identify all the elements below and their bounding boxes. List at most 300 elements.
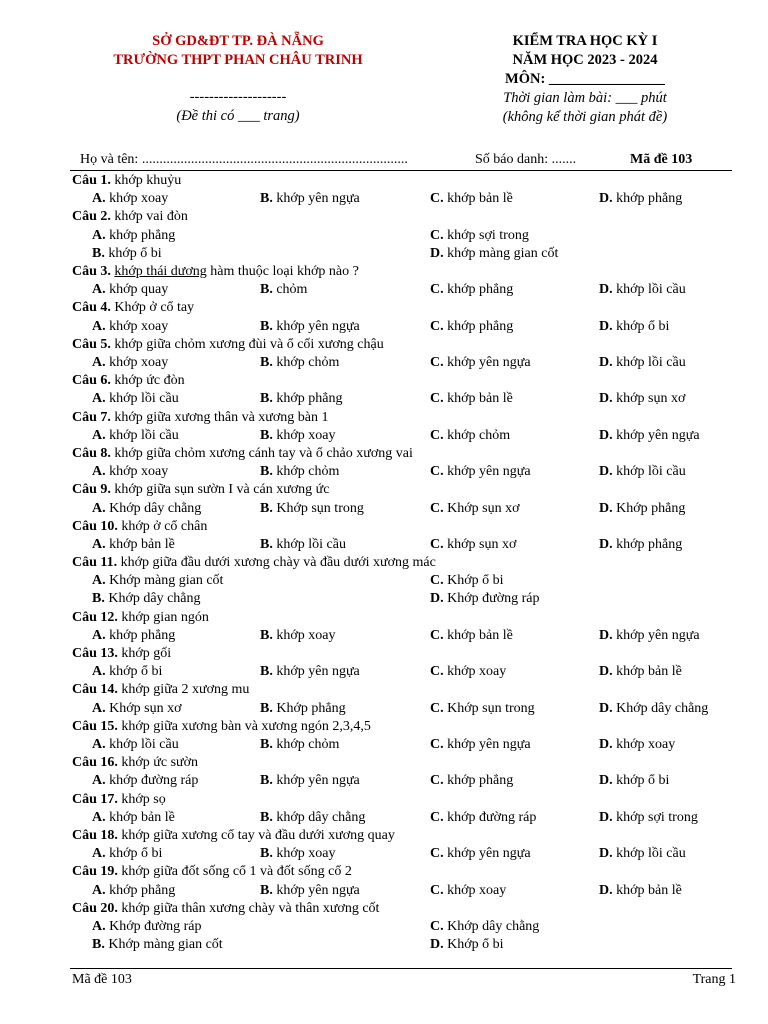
- question-number: Câu 13.: [72, 646, 118, 662]
- answer-option: [430, 190, 513, 208]
- question-number: Câu 6.: [72, 373, 111, 389]
- option-letter: B.: [260, 536, 273, 552]
- option-text: Khớp ổ bi: [447, 937, 504, 953]
- option-text: Khớp dây chằng: [447, 919, 540, 934]
- question-number: Câu 20.: [72, 900, 118, 916]
- question-number: Câu 3.: [72, 263, 111, 279]
- answer-option: [430, 663, 506, 681]
- answer-option: [599, 772, 669, 790]
- option-letter: A.: [92, 809, 106, 825]
- option-letter: A.: [92, 664, 106, 680]
- option-letter: C.: [430, 282, 444, 298]
- options-row: [72, 627, 732, 645]
- question-stem: [72, 518, 732, 536]
- option-letter: D.: [599, 427, 613, 443]
- header-right: [440, 32, 730, 127]
- option-letter: B.: [260, 627, 273, 643]
- question-item: [72, 863, 732, 899]
- option-text: khớp phẳng: [109, 227, 176, 243]
- header-left: [88, 32, 388, 126]
- option-text: khớp ổ bi: [616, 773, 670, 789]
- option-letter: B.: [260, 427, 273, 443]
- option-letter: A.: [92, 500, 106, 516]
- answer-option: [260, 700, 346, 718]
- question-item: [72, 336, 732, 372]
- answer-option: [260, 736, 339, 754]
- question-item: [72, 409, 732, 445]
- question-text: khớp giữa sụn sườn I và cán xương ức: [114, 482, 330, 498]
- option-text: khớp bản lề: [447, 391, 513, 407]
- option-text: Khớp đường ráp: [109, 919, 202, 934]
- question-item: [72, 372, 732, 408]
- option-text: chỏm: [276, 282, 308, 298]
- question-item: [72, 445, 732, 481]
- question-stem: [72, 409, 732, 427]
- answer-option: [599, 281, 686, 299]
- answer-option: [430, 536, 516, 554]
- option-text: khớp yên ngựa: [276, 882, 360, 898]
- answer-option: [260, 845, 335, 863]
- options-row: [72, 918, 732, 936]
- option-letter: B.: [260, 809, 273, 825]
- option-text: Khớp màng gian cốt: [109, 573, 224, 589]
- option-text: Khớp dây chằng: [616, 700, 709, 716]
- option-letter: A.: [92, 391, 106, 407]
- question-number: Câu 18.: [72, 828, 118, 844]
- option-text: khớp xoay: [616, 737, 676, 753]
- footer-divider: [70, 968, 732, 969]
- options-row: [72, 427, 732, 445]
- question-stem: [72, 299, 732, 317]
- answer-option: [260, 772, 360, 790]
- options-row: [72, 809, 732, 827]
- answer-option: [92, 536, 175, 554]
- option-letter: D.: [599, 773, 613, 789]
- answer-option: [430, 245, 558, 263]
- question-number: Câu 12.: [72, 609, 118, 625]
- answer-option: [92, 227, 175, 245]
- answer-option: [430, 845, 531, 863]
- question-stem: [72, 481, 732, 499]
- answer-option: [92, 572, 223, 590]
- answer-option: [92, 663, 162, 681]
- option-letter: B.: [260, 846, 273, 862]
- answer-option: [92, 736, 179, 754]
- option-text: khớp sợi trong: [447, 227, 529, 243]
- option-letter: B.: [260, 773, 273, 789]
- answer-option: [92, 590, 201, 608]
- option-text: khớp lồi cầu: [109, 391, 179, 407]
- question-number: Câu 7.: [72, 409, 111, 425]
- option-text: khớp xoay: [447, 664, 507, 680]
- option-text: khớp yên ngựa: [447, 354, 531, 370]
- option-text: khớp yên ngựa: [447, 737, 531, 753]
- option-letter: A.: [92, 700, 106, 716]
- option-letter: C.: [430, 227, 444, 243]
- answer-option: [92, 463, 168, 481]
- question-text: khớp gian ngón: [121, 609, 209, 625]
- options-row: [72, 500, 732, 518]
- answer-option: [260, 500, 364, 518]
- option-text: khớp chỏm: [276, 354, 340, 370]
- option-text: Khớp sụn xơ: [109, 700, 182, 716]
- option-text: khớp lồi cầu: [276, 536, 346, 552]
- question-item: [72, 754, 732, 790]
- answer-option: [260, 882, 360, 900]
- question-stem: [72, 827, 732, 845]
- option-text: khớp yên ngựa: [616, 427, 700, 443]
- question-stem: [72, 754, 732, 772]
- option-text: khớp quay: [109, 282, 169, 298]
- options-row: [72, 227, 732, 245]
- question-stem: [72, 554, 732, 572]
- option-text: khớp yên ngựa: [447, 846, 531, 862]
- question-text: khớp giữa đốt sống cổ 1 và đốt sống cổ 2: [121, 864, 352, 880]
- option-letter: B.: [260, 282, 273, 298]
- option-letter: C.: [430, 627, 444, 643]
- question-number: Câu 1.: [72, 173, 111, 188]
- answer-option: [599, 809, 698, 827]
- question-stem: [72, 681, 732, 699]
- answer-option: [430, 572, 504, 590]
- option-text: Khớp phẳng: [276, 700, 346, 716]
- question-item: [72, 208, 732, 263]
- option-letter: C.: [430, 809, 444, 825]
- option-text: khớp xoay: [276, 627, 336, 643]
- answer-option: [92, 882, 175, 900]
- option-text: khớp phẳng: [616, 191, 683, 207]
- answer-option: [92, 772, 198, 790]
- answer-option: [599, 427, 700, 445]
- option-letter: B.: [92, 937, 105, 953]
- option-text: khớp sợi trong: [616, 809, 698, 825]
- question-item: [72, 481, 732, 517]
- option-text: khớp phẳng: [447, 773, 514, 789]
- subject-line: MÔN: ________________: [505, 71, 665, 87]
- question-number: Câu 2.: [72, 209, 111, 225]
- option-letter: A.: [92, 627, 106, 643]
- school-name: TRƯỜNG THPT PHAN CHÂU TRINH: [113, 52, 363, 68]
- question-stem: [72, 863, 732, 881]
- question-number: Câu 10.: [72, 518, 118, 534]
- option-letter: D.: [430, 245, 444, 261]
- option-text: khớp ổ bi: [109, 846, 163, 862]
- question-text: khớp giữa chỏm xương cánh tay và ổ chảo xương vai: [114, 445, 413, 461]
- option-letter: B.: [92, 591, 105, 607]
- question-number: Câu 17.: [72, 791, 118, 807]
- option-text: khớp ổ bi: [109, 664, 163, 680]
- option-letter: D.: [599, 318, 613, 334]
- option-letter: C.: [430, 773, 444, 789]
- option-letter: C.: [430, 737, 444, 753]
- option-text: khớp xoay: [109, 464, 169, 480]
- option-text: khớp xoay: [109, 318, 169, 334]
- answer-option: [599, 627, 700, 645]
- department-name: SỞ GD&ĐT TP. ĐÀ NẴNG: [152, 33, 324, 49]
- answer-option: [92, 190, 168, 208]
- options-row: [72, 590, 732, 608]
- option-letter: D.: [599, 700, 613, 716]
- option-letter: C.: [430, 427, 444, 443]
- options-row: [72, 318, 732, 336]
- question-text: khớp vai đòn: [114, 209, 188, 225]
- option-text: khớp xoay: [109, 354, 169, 370]
- option-text: khớp đường ráp: [447, 809, 537, 825]
- question-text: khớp giữa 2 xương mu: [121, 682, 250, 698]
- answer-option: [92, 390, 179, 408]
- answer-option: [260, 463, 339, 481]
- option-text: Khớp đường ráp: [447, 591, 540, 607]
- option-letter: D.: [599, 627, 613, 643]
- answer-option: [92, 318, 168, 336]
- student-id-field: Số báo danh: .......: [475, 152, 577, 167]
- question-item: [72, 791, 732, 827]
- question-text: khớp giữa xương bàn và xương ngón 2,3,4,5: [121, 718, 371, 734]
- question-number: Câu 14.: [72, 682, 118, 698]
- school-year: NĂM HỌC 2023 - 2024: [512, 52, 658, 68]
- answer-option: [430, 882, 506, 900]
- answer-option: [430, 500, 520, 518]
- question-text: khớp giữa xương thân và xương bàn 1: [114, 409, 329, 425]
- option-letter: A.: [92, 354, 106, 370]
- answer-option: [260, 536, 346, 554]
- exam-header: [0, 32, 768, 142]
- options-row: [72, 772, 732, 790]
- question-number: Câu 11.: [72, 555, 118, 571]
- question-list: [72, 172, 732, 954]
- option-text: khớp yên ngựa: [276, 191, 360, 207]
- option-letter: B.: [260, 737, 273, 753]
- header-separator: --------------------: [189, 89, 287, 105]
- answer-option: [599, 463, 686, 481]
- option-letter: A.: [92, 427, 106, 443]
- option-text: khớp màng gian cốt: [447, 245, 559, 261]
- option-text: Khớp phẳng: [616, 500, 686, 516]
- question-item: [72, 263, 732, 299]
- option-letter: D.: [599, 282, 613, 298]
- answer-option: [92, 936, 223, 954]
- exam-title: KIỂM TRA HỌC KỲ I: [512, 33, 658, 49]
- answer-option: [260, 663, 360, 681]
- options-row: [72, 281, 732, 299]
- option-letter: B.: [260, 354, 273, 370]
- option-text: khớp xoay: [109, 191, 169, 207]
- question-stem: [72, 263, 732, 281]
- option-text: khớp xoay: [276, 427, 336, 443]
- option-letter: A.: [92, 919, 106, 934]
- option-letter: C.: [430, 846, 444, 862]
- question-item: [72, 554, 732, 609]
- option-text: Khớp màng gian cốt: [108, 937, 223, 953]
- options-row: [72, 882, 732, 900]
- answer-option: [599, 700, 708, 718]
- question-stem: [72, 445, 732, 463]
- options-row: [72, 354, 732, 372]
- option-letter: B.: [260, 882, 273, 898]
- option-text: khớp sụn xơ: [616, 391, 686, 407]
- question-text: khớp ức đòn: [114, 373, 185, 389]
- option-letter: C.: [430, 882, 444, 898]
- question-number: Câu 19.: [72, 864, 118, 880]
- question-item: [72, 900, 732, 955]
- answer-option: [260, 427, 335, 445]
- option-text: khớp xoay: [276, 846, 336, 862]
- answer-option: [599, 190, 682, 208]
- answer-option: [260, 190, 360, 208]
- answer-option: [430, 354, 531, 372]
- answer-option: [92, 845, 162, 863]
- question-item: [72, 518, 732, 554]
- answer-option: [599, 882, 682, 900]
- option-letter: D.: [599, 464, 613, 480]
- question-item: [72, 681, 732, 717]
- option-letter: D.: [599, 809, 613, 825]
- option-letter: A.: [92, 464, 106, 480]
- question-number: Câu 9.: [72, 482, 111, 498]
- answer-option: [260, 627, 335, 645]
- option-letter: A.: [92, 882, 106, 898]
- question-underlined-text: khớp thái dương: [114, 263, 207, 279]
- option-text: Khớp ổ bi: [447, 573, 504, 589]
- answer-option: [430, 281, 513, 299]
- question-number: Câu 15.: [72, 718, 118, 734]
- answer-option: [430, 463, 531, 481]
- option-letter: A.: [92, 737, 106, 753]
- question-text: khớp khuỷu: [114, 173, 182, 188]
- answer-option: [260, 809, 365, 827]
- option-letter: D.: [599, 846, 613, 862]
- option-letter: D.: [599, 191, 613, 207]
- option-letter: A.: [92, 282, 106, 298]
- option-letter: C.: [430, 191, 444, 207]
- option-text: khớp phẳng: [109, 627, 176, 643]
- option-text: khớp ổ bi: [616, 318, 670, 334]
- answer-option: [92, 627, 175, 645]
- question-item: [72, 645, 732, 681]
- option-letter: A.: [92, 191, 106, 207]
- answer-option: [430, 700, 535, 718]
- question-text: khớp gối: [121, 646, 172, 662]
- options-row: [72, 845, 732, 863]
- answer-option: [430, 918, 539, 936]
- answer-option: [92, 809, 175, 827]
- question-stem: [72, 336, 732, 354]
- page-number: Trang 1: [692, 972, 736, 987]
- answer-option: [92, 500, 201, 518]
- question-stem: [72, 791, 732, 809]
- options-row: [72, 736, 732, 754]
- option-text: khớp đường ráp: [109, 773, 199, 789]
- option-text: khớp lồi cầu: [109, 427, 179, 443]
- options-row: [72, 700, 732, 718]
- options-row: [72, 245, 732, 263]
- question-stem: [72, 609, 732, 627]
- option-text: khớp bản lề: [109, 809, 175, 825]
- option-text: khớp phẳng: [447, 318, 514, 334]
- option-letter: D.: [599, 536, 613, 552]
- question-stem: [72, 900, 732, 918]
- options-row: [72, 936, 732, 954]
- options-row: [72, 536, 732, 554]
- option-letter: B.: [260, 700, 273, 716]
- option-letter: B.: [260, 318, 273, 334]
- option-letter: C.: [430, 318, 444, 334]
- student-info: [70, 150, 732, 170]
- option-letter: C.: [430, 664, 444, 680]
- question-stem: [72, 208, 732, 226]
- question-item: [72, 827, 732, 863]
- option-letter: B.: [260, 664, 273, 680]
- option-text: khớp ổ bi: [108, 245, 162, 261]
- answer-option: [599, 736, 675, 754]
- answer-option: [599, 390, 685, 408]
- answer-option: [92, 918, 202, 936]
- question-item: [72, 299, 732, 335]
- option-text: khớp yên ngựa: [276, 664, 360, 680]
- answer-option: [430, 809, 536, 827]
- answer-option: [92, 281, 168, 299]
- option-letter: B.: [260, 500, 273, 516]
- answer-option: [92, 700, 182, 718]
- option-letter: A.: [92, 773, 106, 789]
- option-text: khớp chỏm: [276, 737, 340, 753]
- option-letter: D.: [599, 664, 613, 680]
- answer-option: [260, 354, 339, 372]
- answer-option: [599, 318, 669, 336]
- question-item: [72, 609, 732, 645]
- question-text: hàm thuộc loại khớp nào ?: [206, 263, 359, 279]
- answer-option: [599, 663, 682, 681]
- question-text: Khớp ở cổ tay: [114, 300, 195, 316]
- option-text: khớp yên ngựa: [276, 773, 360, 789]
- page-count-note: (Đề thi có ___ trang): [176, 108, 300, 124]
- option-text: khớp phẳng: [109, 882, 176, 898]
- option-text: Khớp sụn trong: [276, 500, 364, 516]
- option-text: khớp lồi cầu: [616, 846, 686, 862]
- exam-code: Mã đề 103: [630, 152, 693, 167]
- option-text: khớp chỏm: [447, 427, 511, 443]
- question-number: Câu 4.: [72, 300, 111, 316]
- option-text: khớp dây chằng: [276, 809, 366, 825]
- option-letter: D.: [430, 591, 444, 607]
- option-letter: D.: [599, 391, 613, 407]
- answer-option: [92, 354, 168, 372]
- option-text: Khớp sụn xơ: [447, 500, 520, 516]
- question-text: khớp giữa chỏm xương đùi và ổ cối xương chậu: [114, 336, 384, 352]
- answer-option: [430, 936, 504, 954]
- option-text: khớp phẳng: [276, 391, 343, 407]
- option-text: khớp yên ngựa: [276, 318, 360, 334]
- answer-option: [260, 390, 342, 408]
- question-stem: [72, 372, 732, 390]
- answer-option: [599, 536, 682, 554]
- question-text: khớp ở cổ chân: [121, 518, 208, 534]
- answer-option: [430, 627, 513, 645]
- question-number: Câu 16.: [72, 755, 118, 771]
- option-letter: D.: [599, 500, 613, 516]
- option-letter: C.: [430, 500, 444, 516]
- answer-option: [260, 318, 360, 336]
- header-divider: [70, 170, 732, 171]
- option-letter: D.: [599, 354, 613, 370]
- options-row: [72, 190, 732, 208]
- option-text: khớp phẳng: [616, 536, 683, 552]
- option-text: Khớp sụn trong: [447, 700, 535, 716]
- option-letter: A.: [92, 318, 106, 334]
- answer-option: [430, 227, 529, 245]
- option-text: khớp lồi cầu: [616, 282, 686, 298]
- question-text: khớp giữa xương cổ tay và đầu dưới xương quay: [121, 828, 395, 844]
